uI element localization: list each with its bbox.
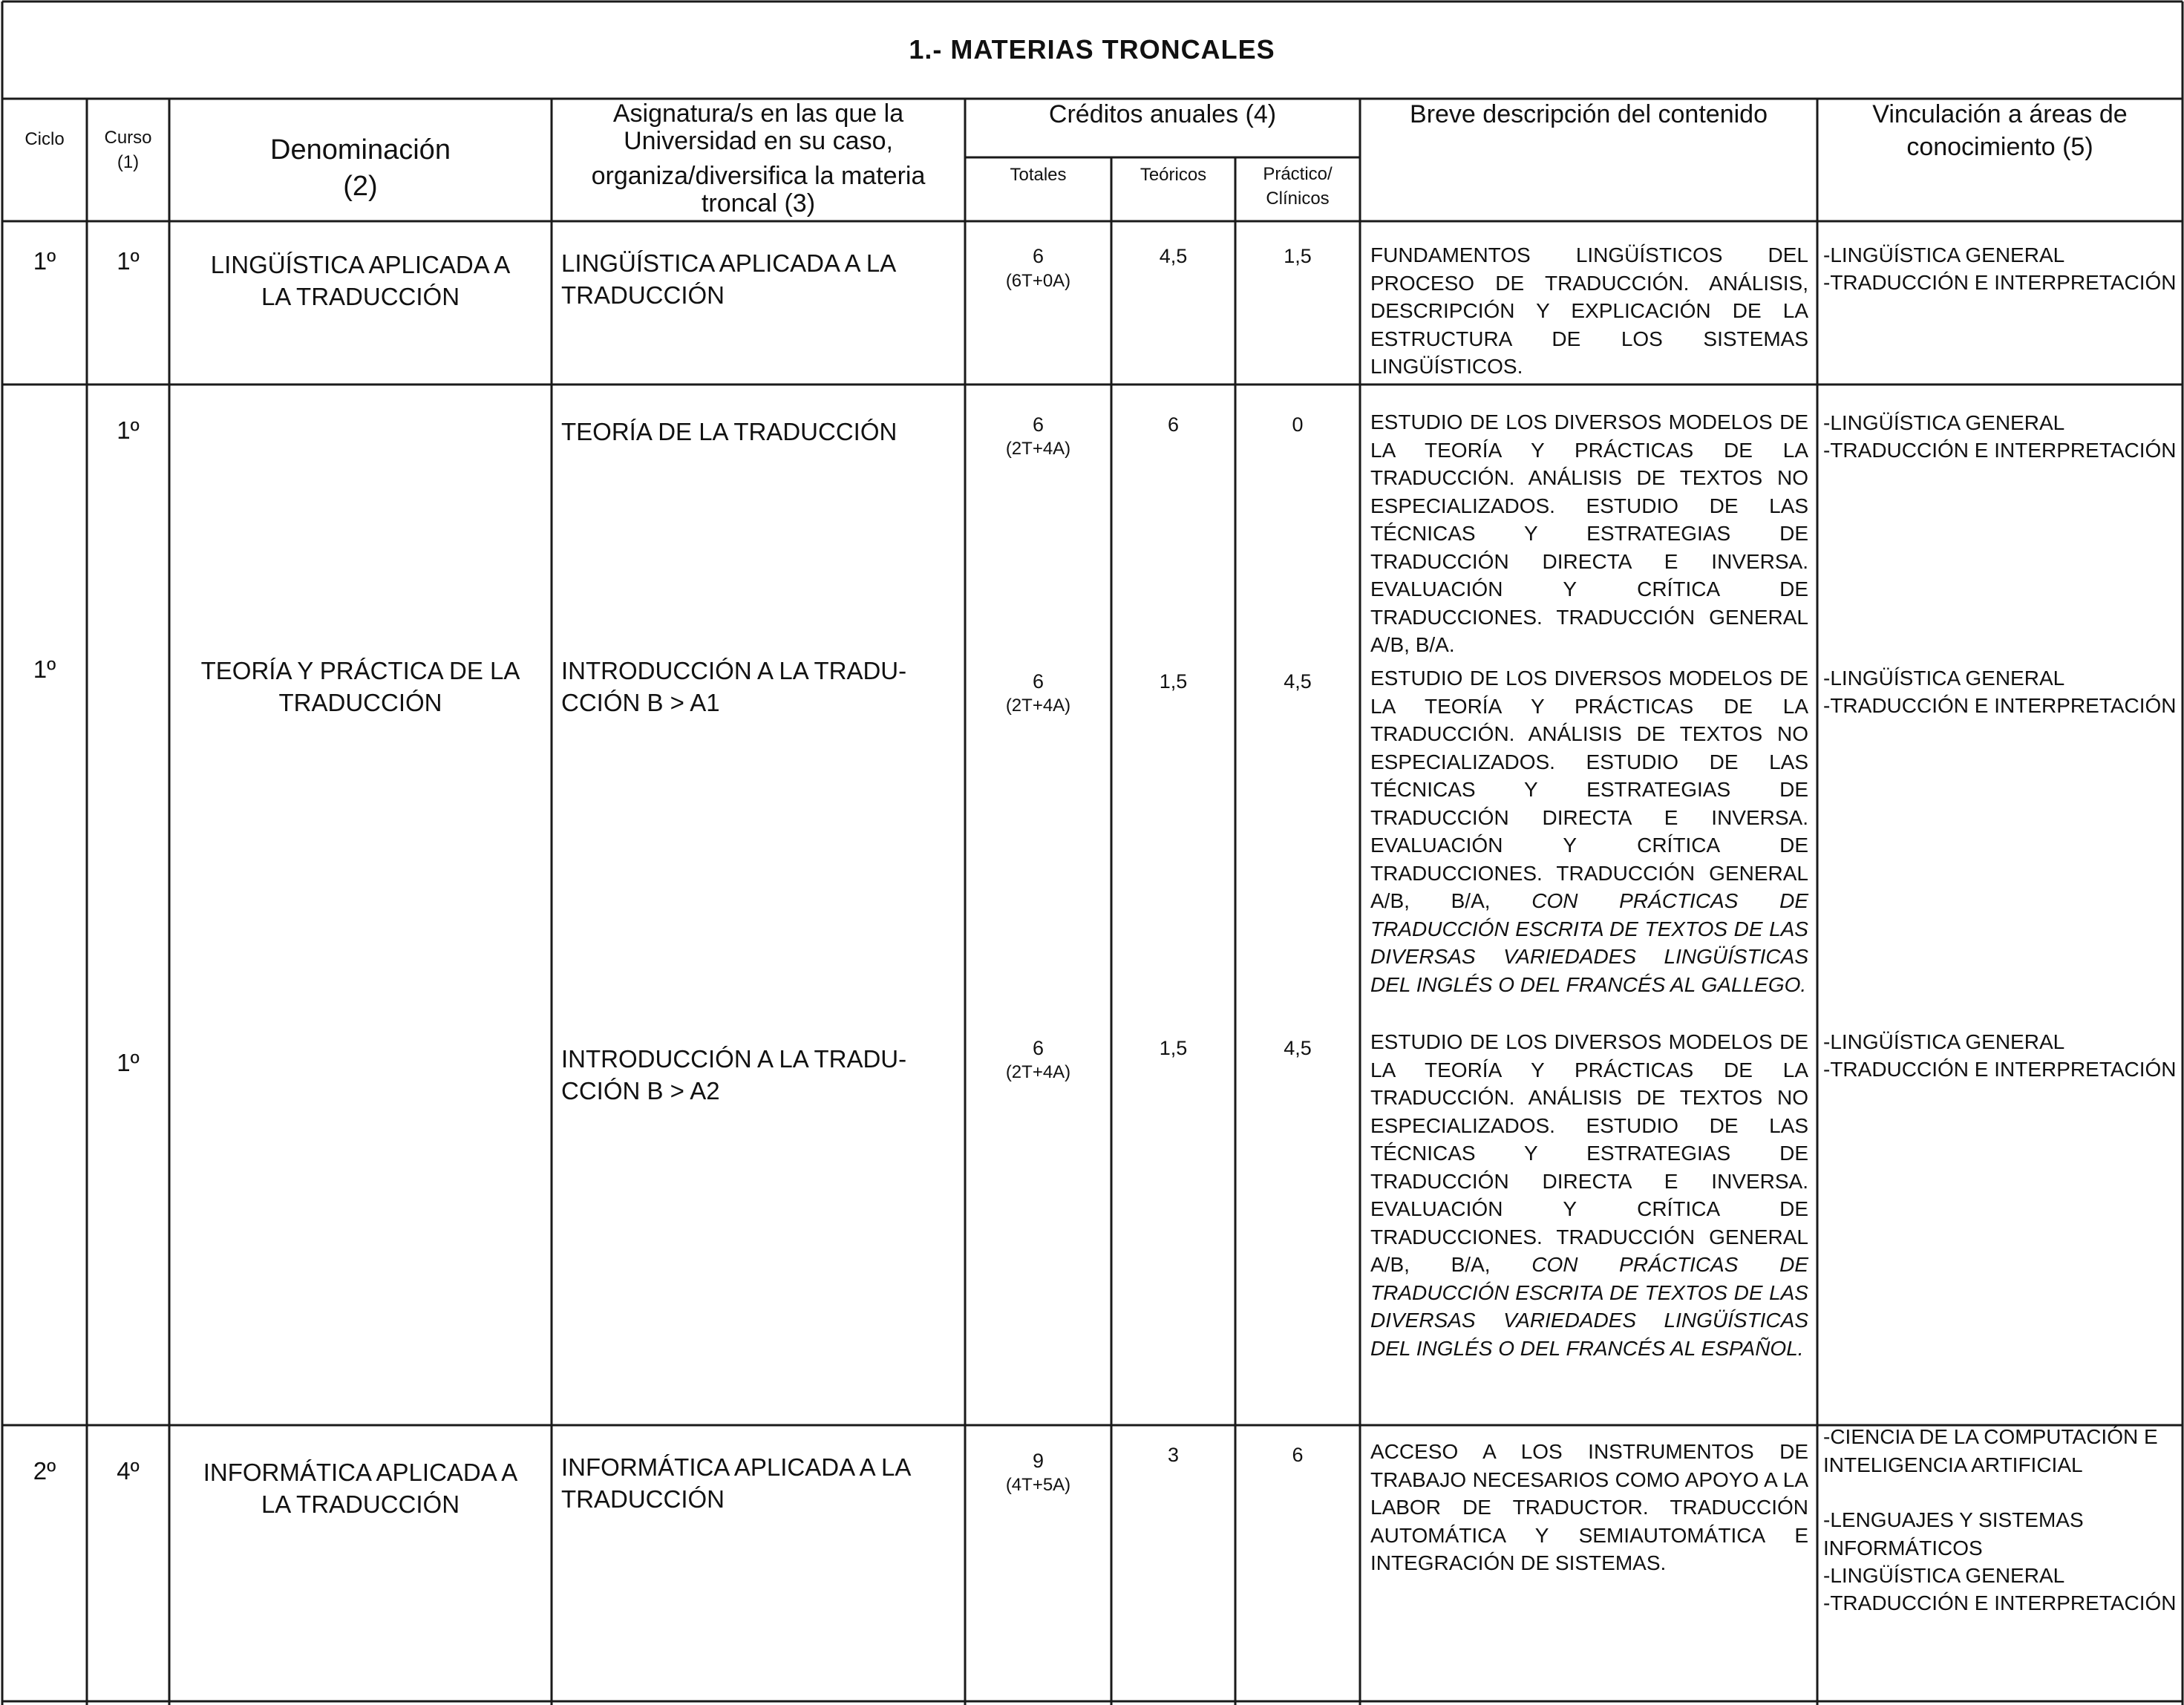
row-3-vinculacion-2: -TRADUCCIÓN E INTERPRETACIÓN	[1823, 694, 2177, 717]
row-3-teoricos: 1,5	[1159, 670, 1188, 693]
row-5-descripcion: ACCESO A LOS INSTRUMENTOS DE TRABAJO NECESARIOS COMO APOYO A LA LABOR DE TRADUCTOR. TRADUCCIÓN AUTOMÁTICA Y SEMIAUTOMÁTICA E INTEGRACIÓN DE SISTEMAS.	[1370, 1440, 1808, 1574]
row-5-asignatura-line-2: TRADUCCIÓN	[561, 1485, 725, 1513]
row-4-vinculacion-2: -TRADUCCIÓN E INTERPRETACIÓN	[1823, 1058, 2177, 1081]
row-4-totales: 6	[1032, 1037, 1044, 1059]
row-3-totales: 6	[1032, 670, 1044, 693]
row-4-descripcion-italic: CON PRÁCTICAS DE TRADUCCIÓN ESCRITA DE TEXTOS DE LAS DIVERSAS VARIEDADES LINGÜÍSTICAS DEL INGLÉS O DEL FRANCÉS AL ESPAÑOL.	[1370, 1253, 1808, 1360]
header-asignaturas-line-2: Universidad en su caso,	[624, 127, 893, 155]
header-descripcion: Breve descripción del contenido	[1410, 100, 1768, 128]
row-1-vinculacion-2: -TRADUCCIÓN E INTERPRETACIÓN	[1823, 271, 2177, 294]
header-denominacion: Denominación	[270, 134, 451, 166]
header-asignaturas-line-3: organiza/diversifica la materia	[591, 162, 926, 190]
row-5-asignatura-line-1: INFORMÁTICA APLICADA A LA	[561, 1453, 912, 1481]
header-creditos: Créditos anuales (4)	[1048, 100, 1277, 128]
row-2-totales-detail: (2T+4A)	[1005, 439, 1071, 459]
row-1-descripcion: FUNDAMENTOS LINGÜÍSTICOS DEL PROCESO DE TRADUCCIÓN. ANÁLISIS, DESCRIPCIÓN Y EXPLICACIÓN DE LA ESTRUCTURA DE LOS SISTEMAS LINGÜÍSTICOS.	[1370, 243, 1808, 378]
row-4-asignatura-line-1: INTRODUCCIÓN A LA TRADU-	[561, 1045, 907, 1073]
row-2-asignatura: TEORÍA DE LA TRADUCCIÓN	[561, 418, 898, 445]
row-5-teoricos: 3	[1167, 1444, 1180, 1466]
row-4-totales-detail: (2T+4A)	[1005, 1062, 1071, 1082]
row-3-practicos: 4,5	[1284, 670, 1312, 693]
row-5-denominacion-line-2: LA TRADUCCIÓN	[261, 1490, 460, 1518]
row-2-practicos: 0	[1292, 413, 1304, 436]
header-totales: Totales	[1010, 165, 1067, 185]
row-2-curso: 1º	[117, 416, 140, 444]
row-5-practicos: 6	[1292, 1444, 1304, 1466]
header-vinculacion-line-2: conocimiento (5)	[1906, 133, 2093, 161]
row-2-totales: 6	[1032, 413, 1044, 436]
row-3-descripcion-text: ESTUDIO DE LOS DIVERSOS MODELOS DE LA TEORÍA Y PRÁCTICAS DE LA TRADUCCIÓN. ANÁLISIS DE TEXTOS NO ESPECIALIZADOS. ESTUDIO DE LAS TÉCNICAS Y ESTRATEGIAS DE TRADUCCIÓN DIRECTA E INVERSA. EVALUACIÓN Y CRÍTICA DE TRADUCCIONES. TRADUCCIÓN GENERAL A/B, B/A,	[1370, 667, 1808, 912]
row-1-totales-detail: (6T+0A)	[1005, 271, 1071, 291]
row-4-teoricos: 1,5	[1159, 1037, 1188, 1059]
row-3-descripcion	[1370, 664, 1808, 998]
row-2-ciclo: 1º	[33, 655, 56, 683]
row-1-totales: 6	[1032, 245, 1044, 267]
row-1-practicos: 1,5	[1284, 245, 1312, 267]
row-1-denominacion-line-2: LA TRADUCCIÓN	[261, 283, 460, 310]
header-asignaturas-line-1: Asignatura/s en las que la	[612, 99, 904, 128]
row-5-totales: 9	[1032, 1450, 1044, 1472]
row-2-denominacion-line-2: TRADUCCIÓN	[278, 689, 442, 716]
row-1-asignatura-line-2: TRADUCCIÓN	[561, 281, 725, 309]
row-3-totales-detail: (2T+4A)	[1005, 696, 1071, 716]
row-4-descripcion-text: ESTUDIO DE LOS DIVERSOS MODELOS DE LA TEORÍA Y PRÁCTICAS DE LA TRADUCCIÓN. ANÁLISIS DE TEXTOS NO ESPECIALIZADOS. ESTUDIO DE LAS TÉCNICAS Y ESTRATEGIAS DE TRADUCCIÓN DIRECTA E INVERSA. EVALUACIÓN Y CRÍTICA DE TRADUCCIONES. TRADUCCIÓN GENERAL A/B, B/A,	[1370, 1030, 1808, 1276]
row-3-descripcion-italic: CON PRÁCTICAS DE TRADUCCIÓN ESCRITA DE TEXTOS DE LAS DIVERSAS VARIEDADES LINGÜÍSTICAS DEL INGLÉS O DEL FRANCÉS AL GALLEGO.	[1370, 889, 1808, 996]
row-1-ciclo: 1º	[33, 247, 56, 275]
row-5-vinculacion-2: -LENGUAJES Y SISTEMAS INFORMÁTICOS	[1823, 1508, 2084, 1560]
header-curso-note: (1)	[117, 152, 140, 172]
row-4-vinculacion-1: -LINGÜÍSTICA GENERAL	[1823, 1030, 2065, 1053]
row-5-vinculacion-1: -CIENCIA DE LA COMPUTACIÓN E INTELIGENCIA ARTIFICIAL	[1823, 1425, 2158, 1476]
row-4-curso: 1º	[117, 1049, 140, 1076]
row-5-vinculacion-3: -LINGÜÍSTICA GENERAL	[1823, 1564, 2065, 1587]
row-5-vinculacion-4: -TRADUCCIÓN E INTERPRETACIÓN	[1823, 1591, 2177, 1614]
row-4-practicos: 4,5	[1284, 1037, 1312, 1059]
row-2-vinculacion-2: -TRADUCCIÓN E INTERPRETACIÓN	[1823, 439, 2177, 462]
header-practicos-line-2: Clínicos	[1266, 189, 1330, 209]
row-5-ciclo: 2º	[33, 1457, 56, 1485]
row-1-teoricos: 4,5	[1159, 245, 1188, 267]
row-1-asignatura-line-1: LINGÜÍSTICA APLICADA A LA	[561, 249, 897, 277]
row-3-asignatura-line-2: CCIÓN B > A1	[561, 689, 720, 716]
row-4-descripcion	[1370, 1028, 1808, 1362]
header-denominacion-note: (2)	[343, 171, 378, 202]
row-1-vinculacion-1: -LINGÜÍSTICA GENERAL	[1823, 243, 2065, 266]
row-5-denominacion-line-1: INFORMÁTICA APLICADA A	[203, 1459, 518, 1486]
row-2-denominacion-line-1: TEORÍA Y PRÁCTICA DE LA	[200, 657, 520, 684]
row-2-descripcion: ESTUDIO DE LOS DIVERSOS MODELOS DE LA TEORÍA Y PRÁCTICAS DE LA TRADUCCIÓN. ANÁLISIS DE TEXTOS NO ESPECIALIZADOS. ESTUDIO DE LAS TÉCNICAS Y ESTRATEGIAS DE TRADUCCIÓN DIRECTA E INVERSA. EVALUACIÓN Y CRÍTICA DE TRADUCCIONES. TRADUCCIÓN GENERAL A/B, B/A.	[1370, 410, 1808, 656]
header-curso: Curso	[104, 128, 152, 148]
row-5-curso: 4º	[117, 1457, 140, 1485]
row-5-totales-detail: (4T+5A)	[1005, 1475, 1071, 1495]
row-1-curso: 1º	[117, 247, 140, 275]
header-practicos-line-1: Práctico/	[1263, 164, 1333, 184]
row-2-vinculacion-1: -LINGÜÍSTICA GENERAL	[1823, 411, 2065, 434]
row-3-vinculacion-1: -LINGÜÍSTICA GENERAL	[1823, 667, 2065, 690]
header-ciclo: Ciclo	[24, 129, 65, 149]
header-vinculacion-line-1: Vinculación a áreas de	[1872, 100, 2128, 128]
row-1-denominacion-line-1: LINGÜÍSTICA APLICADA A	[210, 251, 511, 278]
header-teoricos: Teóricos	[1140, 165, 1207, 185]
row-3-asignatura-line-1: INTRODUCCIÓN A LA TRADU-	[561, 657, 907, 684]
header-asignaturas-line-4: troncal (3)	[701, 189, 816, 217]
row-4-asignatura-line-2: CCIÓN B > A2	[561, 1077, 720, 1105]
row-2-teoricos: 6	[1167, 413, 1180, 436]
table-title: 1.- MATERIAS TRONCALES	[909, 34, 1275, 65]
